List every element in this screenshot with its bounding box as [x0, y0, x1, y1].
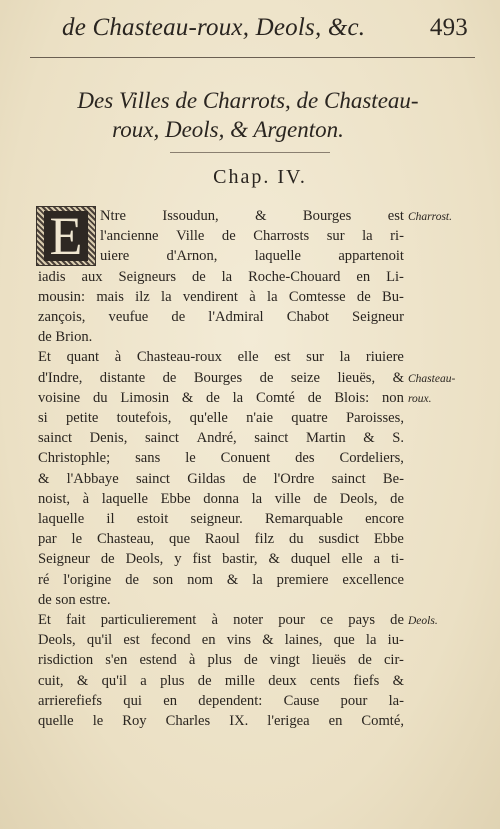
margin-note: roux.	[408, 392, 432, 405]
body-line: & l'Abbaye sainct Gildas de l'Ordre sainct Be-	[38, 470, 404, 487]
body-line: laquelle il estoit seigneur. Remarquable encore	[38, 511, 404, 527]
body-line: mousin: mais ilz la vendirent à la Comtesse de Bu-	[38, 288, 404, 305]
running-header	[62, 14, 468, 42]
body-line: Christophle; sans le Conuent des Cordeliers,	[38, 450, 404, 467]
margin-note: Chasteau-	[408, 372, 456, 385]
body-line: noist, à laquelle Ebbe donna la ville de Deols, de	[38, 490, 404, 507]
drop-cap-ornament	[36, 206, 96, 266]
body-line: iadis aux Seigneurs de la Roche-Chouard en Li-	[38, 268, 404, 285]
header-rule	[30, 57, 475, 58]
section-title-line-1: Des Villes de Charrots, de Chasteau-	[77, 88, 419, 113]
body-line: Deols, qu'il est fecond en vins & laines, que la iu-	[38, 632, 404, 649]
section-title-line-2: roux, Deols, & Argenton.	[112, 117, 344, 142]
body-line: Ntre Issoudun, & Bourges est	[100, 208, 404, 224]
body-line: voisine du Limosin & de la Comté de Blois: non	[38, 389, 404, 406]
body-line: sainct Denis, sainct André, sainct Martin & S.	[38, 430, 404, 447]
body-line: par le Chasteau, que Raoul filz du susdict Ebbe	[38, 531, 404, 548]
body-line: uiere d'Arnon, laquelle appartenoit	[100, 248, 404, 265]
body-line: arrierefiefs qui en dependent: Cause pour la-	[38, 692, 404, 709]
chapter-heading: Chap. IV.	[213, 166, 307, 188]
title-rule	[170, 152, 330, 153]
body-line: si petite toutefois, qu'elle n'aie quatre Paroisses,	[38, 410, 404, 426]
body-line: Et fait particulierement à noter pour ce pays de	[38, 612, 404, 628]
section-title	[38, 86, 458, 144]
body-line: risdiction s'en estend à plus de vingt lieuës de cir-	[38, 652, 404, 669]
body-line: de son estre.	[38, 591, 111, 608]
body-line: cuit, & qu'il a plus de mille deux cents fiefs &	[38, 672, 404, 689]
body-line: Et quant à Chasteau-roux elle est sur la riuiere	[38, 349, 404, 366]
running-title: de Chasteau-roux, Deols, &c.	[62, 14, 366, 41]
margin-note: Charrost.	[408, 211, 452, 223]
body-line: d'Indre, distante de Bourges de seize lieuës, &	[38, 369, 404, 386]
body-line: Seigneur de Deols, y fist bastir, & duquel elle a ti-	[38, 551, 404, 568]
margin-note: Deols.	[408, 615, 438, 627]
body-line: zançois, veufue de l'Admiral Chabot Seigneur	[38, 309, 404, 325]
body-line: l'ancienne Ville de Charrosts sur la ri-	[100, 228, 404, 245]
body-line: de Brion.	[38, 329, 93, 346]
page-number: 493	[429, 14, 468, 41]
body-line: ré l'origine de son nom & la premiere excellence	[38, 571, 404, 588]
body-line: quelle le Roy Charles IX. l'erigea en Comté,	[38, 713, 404, 729]
drop-cap-letter: E	[44, 211, 88, 261]
